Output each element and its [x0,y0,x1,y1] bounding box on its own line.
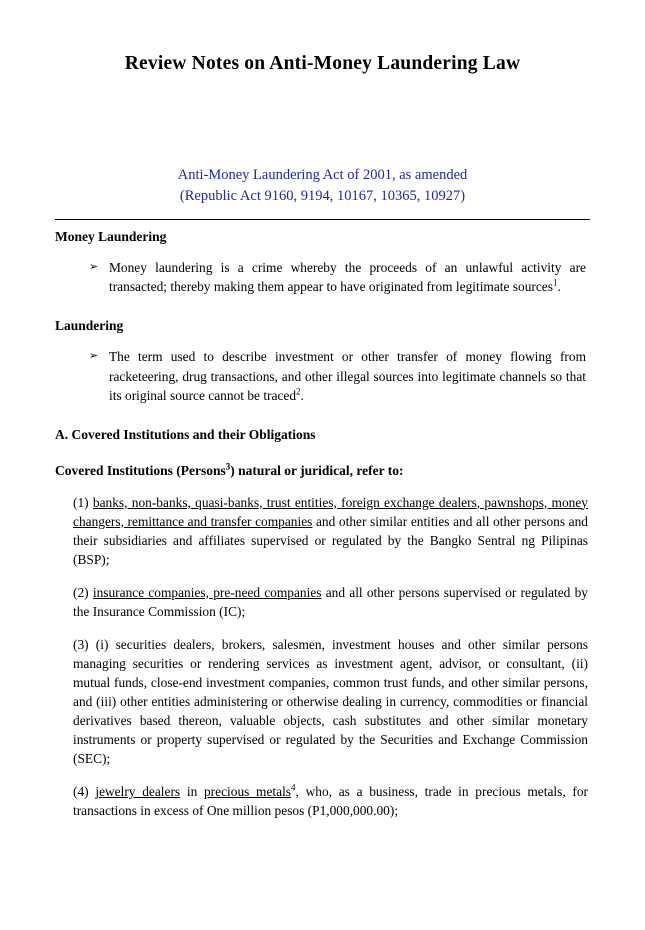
covered-item-4-underlined-a: jewelry dealers [95,783,181,799]
covered-item-2 [73,583,588,621]
document-page [0,52,645,930]
horizontal-divider [55,219,590,220]
covered-item-3 [73,635,588,768]
heading-money-laundering: Money Laundering [55,229,167,245]
footnote-ref-1: 1 [552,277,558,288]
covered-item-1-underlined: banks, non-banks, quasi-banks, trust entities, foreign exchange dealers, pawnshops, money changers, remittance and transfer companies [73,494,588,529]
bullet-laundering-body: The term used to describe investment or other transfer of money flowing from racketeering, drug transactions, and other illegal sources into legitimate channels so that its original source cannot be traced [109,349,586,403]
covered-item-3-number: (3) [73,636,89,652]
bullet-money-laundering-period: . [557,279,561,295]
covered-institutions-lead [55,463,590,479]
footnote-ref-2: 2 [296,386,301,397]
bullet-money-laundering-body: Money laundering is a crime whereby the proceeds of an unlawful activity are transacted; thereby making them appear to have originated from legitimate sources [109,260,586,295]
covered-item-4-number: (4) [73,783,89,799]
footnote-ref-4: 4 [291,782,296,793]
covered-item-2-underlined: insurance companies, pre-need companies [92,584,322,600]
bullet-money-laundering [89,258,586,296]
covered-lead-post: ) natural or juridical, refer to: [230,462,404,478]
covered-item-4-rest: , who, as a business, trade in precious metals, for transactions in excess of One million pesos (P1,000,000.00); [73,783,588,819]
heading-laundering: Laundering [55,318,124,334]
act-title-line: Anti-Money Laundering Act of 2001, as amended [177,167,468,184]
covered-item-3-rest: (i) securities dealers, brokers, salesmen, investment houses and other similar persons managing securities or rendering services as investment agent, advisor, or consultant, (ii) mutual funds, close-end investment companies, common trust funds, and other similar persons, and (iii) other entities administering or otherwise dealing in currency, commodities or financial derivatives based thereon, valuable objects, cash substitutes and other similar monetary instruments or property supervised or regulated by the Securities and Exchange Commission (SEC); [73,636,588,766]
covered-lead-pre: Covered Institutions (Persons [55,462,226,478]
footnote-ref-3: 3 [225,461,231,472]
bullet-laundering [89,347,586,404]
covered-item-2-rest: and all other persons supervised or regulated by the Insurance Commission (IC); [73,584,588,619]
bullet-laundering-text [109,347,586,404]
act-citation [55,165,590,207]
bullet-laundering-period: . [300,387,304,403]
covered-item-4-mid: in [180,783,204,799]
act-republic-acts-line: (Republic Act 9160, 9194, 10167, 10365, 10927) [179,188,466,205]
covered-item-1-rest: and other similar entities and all other persons and their subsidiaries and affiliates supervised or regulated by the Bangko Sentral ng Pilipinas (BSP); [73,513,588,567]
arrow-bullet-icon: ➢ [89,260,99,274]
covered-item-2-number: (2) [73,584,89,600]
covered-item-4-underlined-b: precious metals [203,783,292,799]
covered-item-1 [73,493,588,569]
page-title: Review Notes on Anti-Money Laundering Law [124,53,521,74]
bullet-money-laundering-text [109,258,586,296]
heading-section-a: A. Covered Institutions and their Obligations [55,426,316,442]
covered-item-1-number: (1) [73,494,89,510]
covered-item-4 [73,782,588,820]
arrow-bullet-icon: ➢ [89,349,99,363]
